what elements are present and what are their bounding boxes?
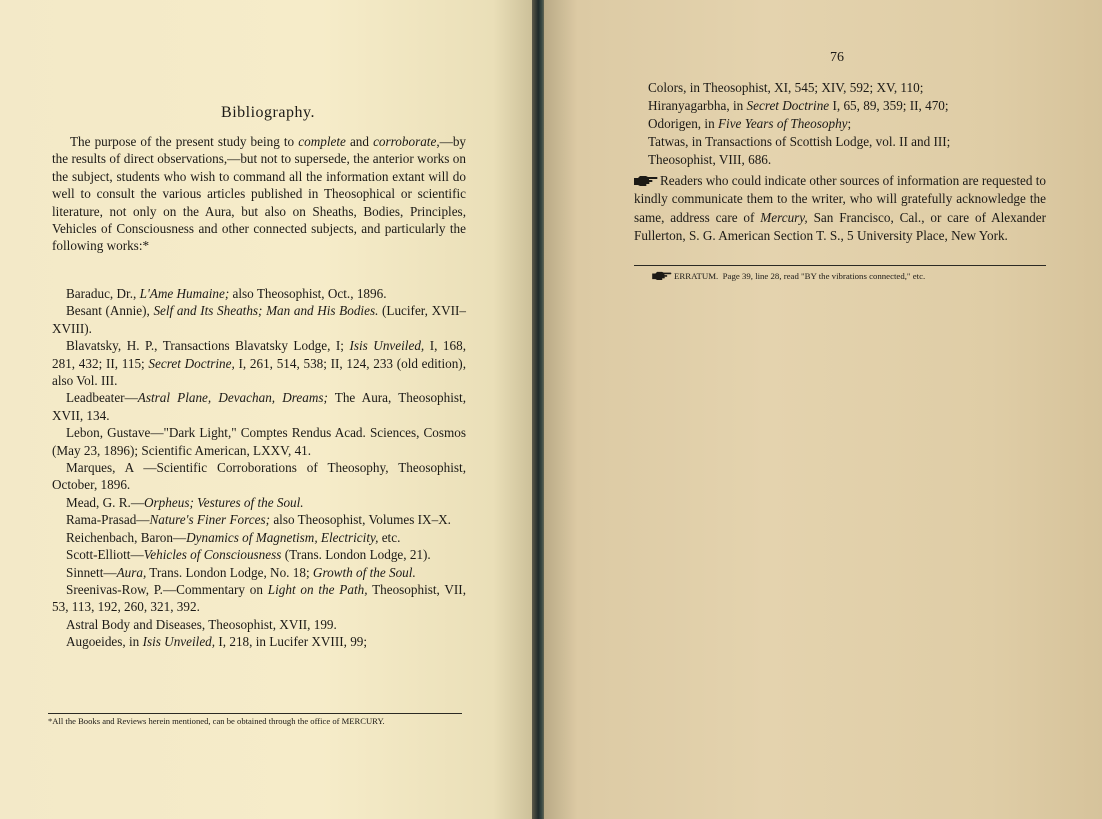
text-run: Tatwas, in Transactions of Scottish Lodge, vol. II and III; [648,134,951,149]
list-item [52,616,466,633]
erratum-note [652,271,925,281]
text-run: I, 218, in Lucifer XVIII, 99; [215,634,368,650]
text-run: Theosophist, VII, 53, 113, 192, 260, 321, 392. [52,581,466,615]
list-item [52,529,466,546]
list-item [52,511,466,528]
list-item [52,302,466,337]
text-run: Besant (Annie), [66,303,154,319]
text-run: and [345,134,374,149]
text-run: Scott-Elliott— [66,547,144,563]
erratum-label: ERRATUM. [674,271,719,281]
italic-text: corroborate [373,134,437,149]
italic-text: Nature's Finer Forces; [149,512,271,528]
text-run: etc. [378,529,401,545]
list-item [648,133,1048,151]
italic-text: complete [298,134,346,149]
text-run: Odorigen, in [648,116,718,131]
pointing-hand-icon [652,271,672,280]
list-item [648,79,1048,97]
text-run: (Lucifer, XVII–XVIII). [52,303,466,336]
text-run: Sreenivas-Row, P.—Commentary on [66,581,268,597]
italic-text: Aura, [116,564,147,580]
italic-text: Isis Unveiled, [142,634,216,650]
italic-text: Dynamics of Magnetism, Electricity, [186,529,379,545]
list-item [52,546,466,563]
list-item [648,97,1048,115]
italic-text: Growth of the Soul. [312,564,416,580]
text-run: ; [847,116,852,131]
erratum-text: Page 39, line 28, read "BY the vibrations connected," etc. [722,271,926,281]
erratum-rule [634,265,1046,266]
text-run: Hiranyagarbha, in [648,98,747,113]
text-run: I, 168, 281, 432; II, 115; [52,338,466,371]
text-run: Astral Body and Diseases, Theosophist, XVII, 199. [66,616,337,632]
text-run: Theosophist, VIII, 686. [648,152,772,167]
text-run: Augoeides, in [66,634,143,650]
footnote-rule [48,713,462,714]
text-run: I, 65, 89, 359; II, 470; [829,98,949,113]
pointing-hand-icon [634,175,658,186]
text-run: Reichenbach, Baron— [66,529,187,545]
text-run: Readers who could indicate other sources of information are requested to kindly communicate them to the writer, who will gratefully acknowledge the same, address care of [634,173,1046,225]
italic-text: Isis Unveiled, [349,338,425,354]
italic-text: Secret Doctrine [746,98,830,113]
text-run: San Francisco, Cal., or care of Alexander Fullerton, S. G. American Section T. S., 5 University Place, New York. [634,209,1046,244]
sources-list [648,79,1048,169]
page-number: 76 [830,50,844,65]
list-item [52,581,466,616]
page-heading: Bibliography. [221,104,315,121]
readers-note-text [634,173,1046,243]
text-run: Lebon, Gustave—"Dark Light," Comptes Rendus Acad. Sciences, Cosmos (May 23, 1896); Scientific American, LXXV, 41. [52,425,466,458]
list-item [52,389,466,424]
italic-text: Self and Its Sheaths; Man and His Bodies. [153,303,379,319]
readers-note [634,172,1046,246]
text-run: Trans. London Lodge, No. 18; [146,564,313,580]
italic-text: Mercury, [760,209,808,225]
left-page [0,0,536,819]
list-item [52,337,466,389]
list-item [52,494,466,511]
bibliography-list [52,285,466,651]
list-item [52,564,466,581]
text-run: Colors, in Theosophist, XI, 545; XIV, 592; XV, 110; [648,80,924,95]
text-run: ,—by the results of direct observations,—but not to supersede, the anterior works on the subject, students who wish to command all the information extant will do well to consult the various articles published in Theosophical or scientific literature, not only on the Aura, but also on Sheaths, Bodies, Principles, Vehicles of Consciousness and other connected subjects, and particularly the following works:* [52,134,466,254]
text-run: also Theosophist, Oct., 1896. [229,286,387,301]
italic-text: Five Years of Theosophy [717,116,848,131]
italic-text: Astral Plane, Devachan, Dreams; [137,390,328,406]
text-run: Blavatsky, H. P., Transactions Blavatsky Lodge, I; [66,338,350,354]
text-run: Sinnett— [66,564,117,580]
list-item [52,633,466,650]
text-run: also Theosophist, Volumes IX–X. [270,512,451,528]
text-run: Mead, G. R.— [66,494,145,510]
list-item [52,459,466,494]
text-run: I, 261, 514, 538; II, 124, 233 (old edition), also Vol. III. [52,355,466,389]
list-item [52,285,466,302]
intro-paragraph [52,133,466,255]
text-run: The purpose of the present study being to [70,134,299,149]
text-run: Rama-Prasad— [66,512,150,528]
list-item [648,151,1048,169]
text-run: Baraduc, Dr., [66,286,140,301]
text-run: (Trans. London Lodge, 21). [281,547,431,563]
text-run: Leadbeater— [66,390,138,406]
footnote: *All the Books and Reviews herein mentioned, can be obtained through the office of MERCURY. [48,716,385,726]
italic-text: Orpheus; Vestures of the Soul. [144,494,304,510]
list-item [52,424,466,459]
text-run: The Aura, Theosophist, XVII, 134. [52,390,466,423]
italic-text: L'Ame Humaine; [139,286,230,301]
italic-text: Light on the Path, [267,581,368,597]
italic-text: Vehicles of Consciousness [143,547,282,563]
italic-text: Secret Doctrine, [148,355,235,371]
list-item [648,115,1048,133]
text-run: Marques, A —Scientific Corroborations of Theosophy, Theosophist, October, 1896. [52,460,466,493]
